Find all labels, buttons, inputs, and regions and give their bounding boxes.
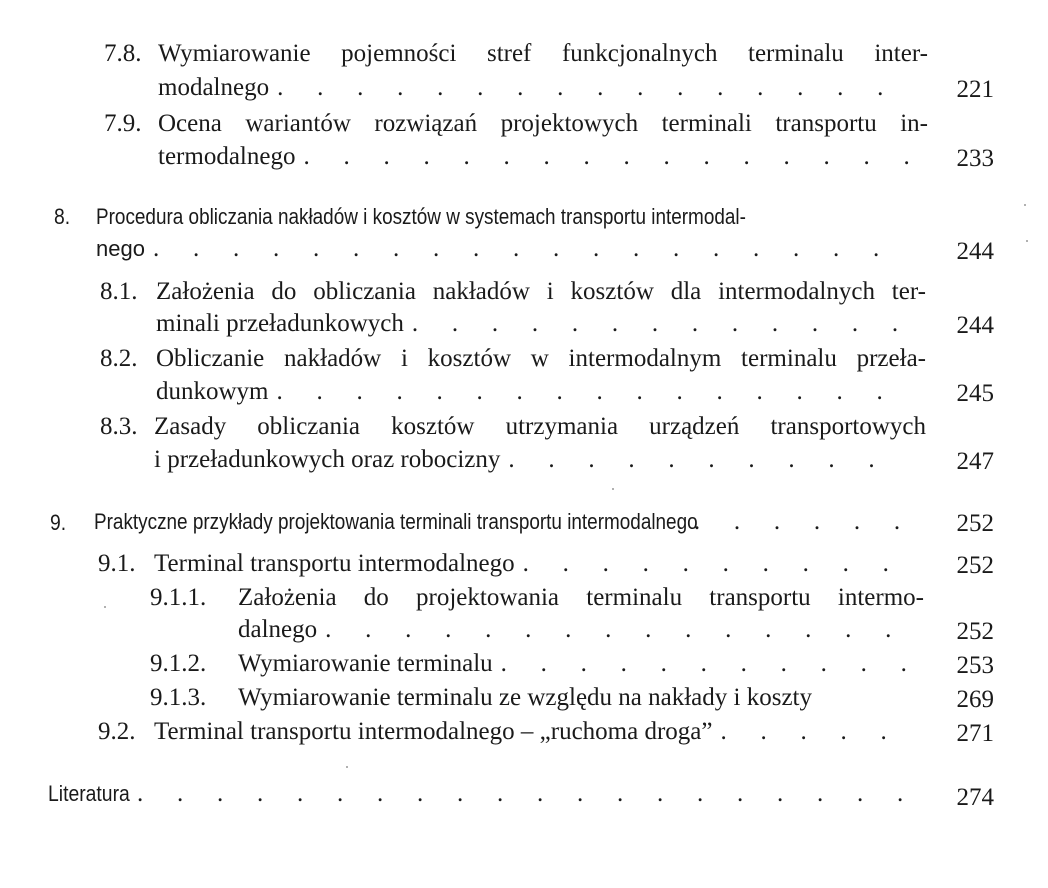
entry-title-last-line: minali przeładunkowych bbox=[156, 310, 404, 337]
page-number: 252 bbox=[956, 510, 994, 537]
scan-speck bbox=[1024, 204, 1026, 206]
section-number: 7.8. bbox=[104, 40, 142, 67]
page-number: 247 bbox=[956, 448, 994, 475]
entry-title-line: Procedura obliczania nakładów i kosztów w systemach transportu intermodal- bbox=[96, 204, 746, 229]
section-number: 9.1.1. bbox=[150, 584, 207, 611]
leader-dots bbox=[317, 616, 910, 644]
entry-title-last-line: Praktyczne przykłady projektowania terminali transportu intermodalnego bbox=[94, 509, 698, 534]
leader-dots bbox=[129, 780, 910, 808]
leader-dots bbox=[404, 310, 910, 338]
leader-dots bbox=[269, 378, 911, 406]
entry-title-last-line: Terminal transportu intermodalnego bbox=[154, 550, 515, 577]
scan-speck bbox=[1026, 240, 1028, 242]
leader-dots bbox=[712, 718, 910, 746]
entry-title-line: Zasady obliczania kosztów utrzymania urządzeń transportowych bbox=[154, 413, 926, 440]
section-number: 8.1. bbox=[100, 278, 138, 305]
page-number: 271 bbox=[956, 720, 994, 747]
leader-dots bbox=[269, 74, 910, 102]
section-number: 9.1.2. bbox=[150, 650, 207, 677]
leader-dots bbox=[500, 446, 910, 474]
entry-title-last-line: Terminal transportu intermodalnego – „ruchoma droga” bbox=[154, 718, 713, 745]
section-number: 7.9. bbox=[104, 110, 142, 137]
page-number: 245 bbox=[956, 380, 994, 407]
page-number: 253 bbox=[956, 652, 994, 679]
entry-title-last-line: dunkowym bbox=[156, 378, 269, 405]
entry-title-last-line: Literatura bbox=[48, 781, 130, 806]
page-number: 252 bbox=[956, 618, 994, 645]
leader-dots bbox=[145, 235, 910, 263]
page-number: 221 bbox=[956, 76, 994, 103]
page-number: 244 bbox=[956, 238, 994, 265]
chapter-number: 9. bbox=[50, 510, 67, 535]
section-number: 8.3. bbox=[100, 413, 138, 440]
page-number: 252 bbox=[956, 552, 994, 579]
section-number: 9.2. bbox=[98, 718, 136, 745]
entry-title-last-line: nego bbox=[96, 236, 145, 261]
leader-dots bbox=[515, 550, 910, 578]
chapter-number: 8. bbox=[54, 204, 71, 229]
entry-title-last-line: termodalnego bbox=[158, 143, 296, 170]
page-number: 233 bbox=[956, 145, 994, 172]
leader-dots bbox=[295, 143, 910, 171]
scan-speck bbox=[612, 488, 614, 490]
entry-title-line: Założenia do obliczania nakładów i kosztów dla intermodalnych ter- bbox=[156, 278, 926, 305]
entry-title-last-line: Wymiarowanie terminalu bbox=[238, 650, 493, 677]
leader-dots bbox=[686, 508, 910, 536]
scan-speck bbox=[346, 766, 348, 768]
page-number: 269 bbox=[956, 686, 994, 713]
entry-title-line: Obliczanie nakładów i kosztów w intermodalnym terminalu przeła- bbox=[156, 345, 926, 372]
section-number: 9.1.3. bbox=[150, 684, 207, 711]
scan-speck bbox=[104, 606, 106, 608]
entry-title-last-line: dalnego bbox=[238, 616, 318, 643]
section-number: 8.2. bbox=[100, 345, 138, 372]
entry-title-line: Ocena wariantów rozwiązań projektowych terminali transportu in- bbox=[158, 110, 928, 137]
page-number: 244 bbox=[956, 312, 994, 339]
entry-title-line: Wymiarowanie pojemności stref funkcjonalnych terminalu inter- bbox=[158, 40, 928, 67]
entry-title-last-line: i przeładunkowych oraz robocizny bbox=[154, 446, 501, 473]
entry-title-last-line: Wymiarowanie terminalu ze względu na nakłady i koszty bbox=[238, 684, 812, 711]
entry-title-line: Założenia do projektowania terminalu transportu intermo- bbox=[238, 584, 924, 611]
section-number: 9.1. bbox=[98, 550, 136, 577]
page-number: 274 bbox=[956, 784, 994, 811]
entry-title-last-line: modalnego bbox=[158, 74, 270, 101]
leader-dots bbox=[493, 650, 910, 678]
